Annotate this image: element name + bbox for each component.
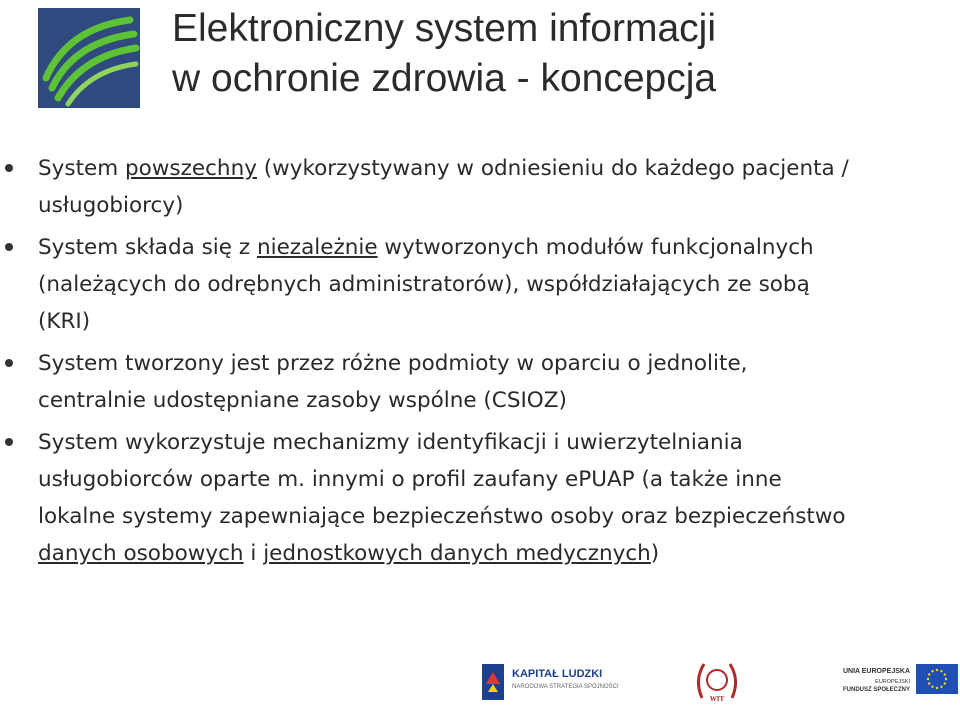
- bullet-emphasis-text: danych osobowych: [38, 541, 244, 566]
- bullet-text: ): [650, 541, 660, 566]
- ue-text-line-1: UNIA EUROPEJSKA: [842, 668, 910, 675]
- bullet-line: [38, 229, 954, 266]
- bullet-item: [0, 345, 960, 419]
- bullet-text: wytworzonych modułów funkcjonalnych: [377, 235, 814, 260]
- bullet-line: [38, 382, 954, 419]
- bullet-line: [38, 535, 954, 572]
- bullet-dot-icon: [5, 243, 13, 251]
- eu-star-icon: [927, 678, 929, 680]
- bullet-line: [38, 150, 954, 187]
- kapital-ludzki-subtext: NARODOWA STRATEGIA SPÓJNOŚCI: [512, 684, 619, 690]
- eu-star-icon: [945, 678, 947, 680]
- bullet-line: [38, 187, 954, 224]
- bullet-line: [38, 266, 954, 303]
- ue-text-line-3: FUNDUSZ SPOŁECZNY: [842, 687, 910, 693]
- eu-star-icon: [936, 669, 938, 671]
- eu-star-icon: [944, 682, 946, 684]
- bullet-item: [0, 424, 960, 572]
- kapital-ludzki-logo: [478, 662, 619, 702]
- bullet-item: [0, 229, 960, 340]
- eu-star-icon: [931, 670, 933, 672]
- bullet-emphasis-text: powszechny: [125, 156, 257, 181]
- bullet-line: [38, 461, 954, 498]
- bullet-dot-icon: [5, 438, 13, 446]
- bullet-dot-icon: [5, 164, 13, 172]
- csioz-logo-icon: [38, 8, 140, 108]
- bullet-dot-icon: [5, 359, 13, 367]
- bullet-item: [0, 150, 960, 224]
- csioz-logo: [38, 8, 140, 108]
- bullet-line: [38, 345, 954, 382]
- bullet-text: System: [38, 156, 126, 181]
- bullet-text: System wykorzystuje mechanizmy identyfikacji i uwierzytelniania: [38, 430, 743, 455]
- kapital-ludzki-text: KAPITAŁ LUDZKI: [512, 668, 603, 680]
- bullet-list: [0, 150, 960, 577]
- bullet-text: System tworzony jest przez różne podmioty w oparciu o jednolite,: [38, 351, 748, 376]
- bullet-text: i: [243, 541, 264, 566]
- ue-text-line-2: EUROPEJSKI: [875, 679, 910, 685]
- bullet-text: usługobiorców oparte m. innymi o profil zaufany ePUAP (a także inne: [38, 467, 782, 492]
- eu-flag-icon: [916, 664, 958, 694]
- kapital-ludzki-icon: [478, 662, 508, 702]
- eu-star-icon: [936, 687, 938, 689]
- eu-star-icon: [931, 686, 933, 688]
- bullet-line: [38, 303, 954, 340]
- wit-laurel-icon: [692, 658, 742, 704]
- footer-logos: [0, 650, 960, 707]
- bullet-text: (KRI): [38, 309, 91, 334]
- bullet-text: lokalne systemy zapewniające bezpieczeństwo osoby oraz bezpieczeństwo: [38, 504, 846, 529]
- bullet-text: (należących do odrębnych administratorów), współdziałających ze sobą: [38, 272, 810, 297]
- bullet-line: [38, 424, 954, 461]
- title-line-2: w ochronie zdrowia - koncepcja: [172, 57, 717, 100]
- bullet-text: System składa się z: [38, 235, 257, 260]
- eu-star-icon: [944, 673, 946, 675]
- eu-star-icon: [928, 673, 930, 675]
- eu-star-icon: [940, 670, 942, 672]
- bullet-text: usługobiorcy): [38, 193, 184, 218]
- wit-logo-text: WIT: [709, 695, 725, 703]
- eu-star-icon: [928, 682, 930, 684]
- ue-efs-logo: [840, 662, 958, 702]
- title-line-1: Elektroniczny system informacji: [172, 7, 716, 50]
- bullet-line: [38, 498, 954, 535]
- bullet-emphasis-text: jednostkowych danych medycznych: [263, 541, 651, 566]
- eu-star-icon: [940, 686, 942, 688]
- bullet-text: (wykorzystywany w odniesieniu do każdego pacjenta /: [256, 156, 849, 181]
- wit-logo: [692, 658, 742, 704]
- bullet-emphasis-text: niezależnie: [256, 235, 378, 260]
- page-title: [172, 4, 942, 104]
- bullet-text: centralnie udostępniane zasoby wspólne (CSIOZ): [38, 388, 567, 413]
